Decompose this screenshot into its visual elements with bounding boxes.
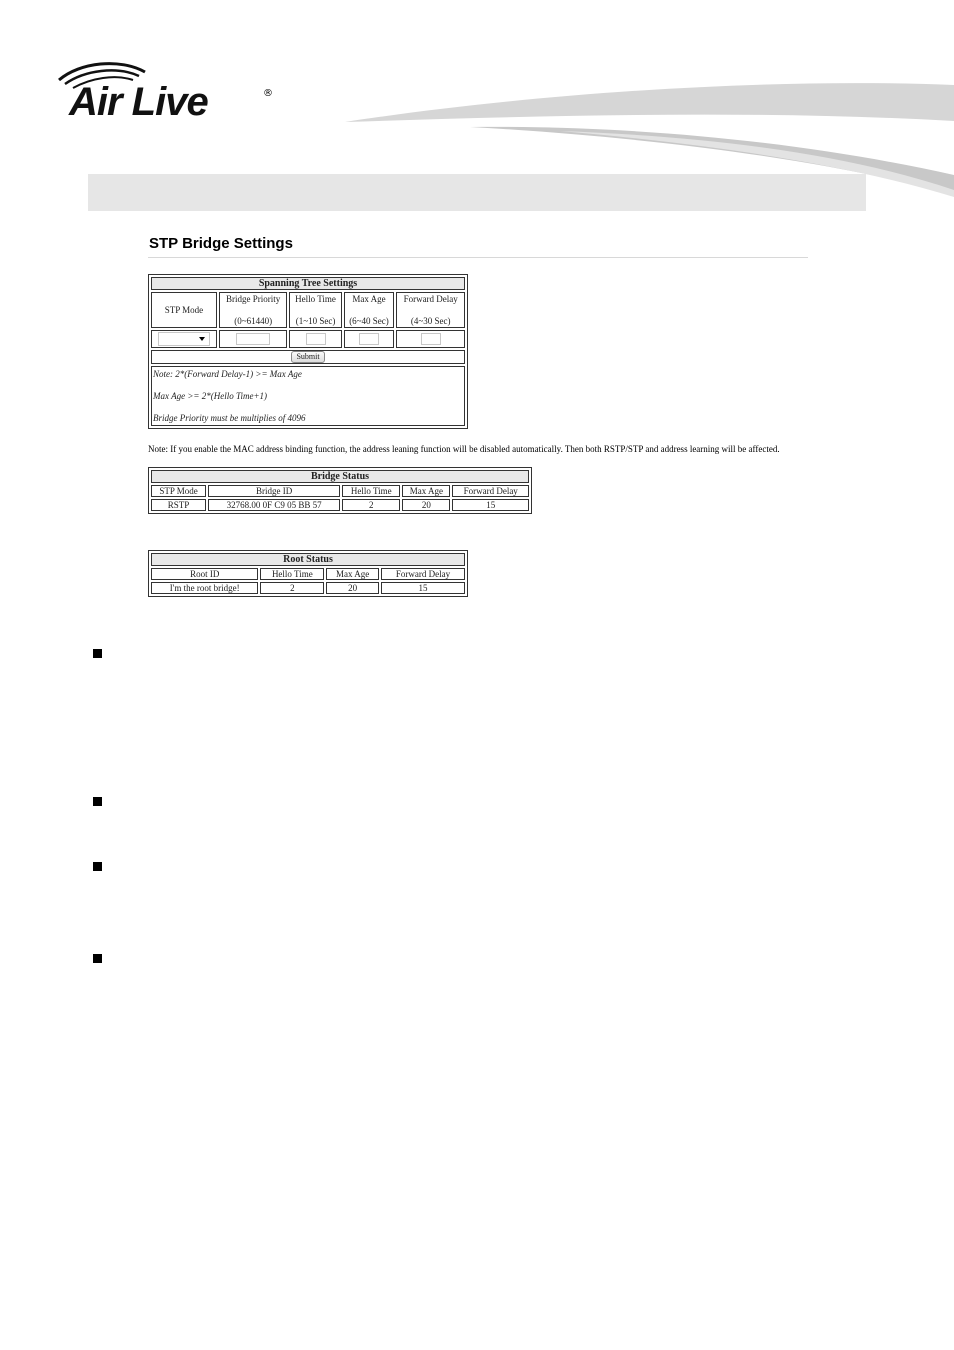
header-hello-time: Hello Time <box>260 568 324 580</box>
header-max-age: Max Age (6~40 Sec) <box>344 292 395 328</box>
hello-time-input[interactable] <box>306 333 326 345</box>
bullet-icon <box>93 797 102 806</box>
hello-time-cell <box>289 330 341 348</box>
table-row <box>151 499 529 511</box>
hello-time-value: 2 <box>260 582 324 594</box>
bridge-id-value: 32768.00 0F C9 05 BB 57 <box>208 499 340 511</box>
table-caption: Root Status <box>151 553 465 566</box>
chevron-down-icon <box>199 337 205 341</box>
header-forward-delay: Forward Delay (4~30 Sec) <box>396 292 465 328</box>
bridge-priority-cell <box>219 330 288 348</box>
bullet-icon <box>93 862 102 871</box>
header-hello-time: Hello Time (1~10 Sec) <box>289 292 341 328</box>
mac-binding-note: Note: If you enable the MAC address binding function, the address leaning function will be disabled automatically. Then both RSTP/STP and address learning will be affected. <box>148 444 780 454</box>
stp-mode-select[interactable] <box>158 332 210 346</box>
spanning-tree-settings-table <box>148 274 468 429</box>
bridge-priority-input[interactable] <box>236 333 270 345</box>
submit-cell <box>151 350 465 364</box>
stp-mode-cell <box>151 330 217 348</box>
submit-button[interactable]: Submit <box>291 351 324 363</box>
page-title: STP Bridge Settings <box>149 235 293 252</box>
header-hello-time: Hello Time <box>342 485 400 497</box>
title-divider <box>148 257 808 258</box>
table-caption: Bridge Status <box>151 470 529 483</box>
header-bridge-id: Bridge ID <box>208 485 340 497</box>
bullet-icon <box>93 954 102 963</box>
forward-delay-input[interactable] <box>421 333 441 345</box>
bridge-status-table <box>148 467 532 514</box>
max-age-value: 20 <box>326 582 379 594</box>
forward-delay-cell <box>396 330 465 348</box>
bullet-icon <box>93 649 102 658</box>
max-age-value: 20 <box>402 499 450 511</box>
section-header-band <box>88 174 866 211</box>
root-id-value: I'm the root bridge! <box>151 582 258 594</box>
table-row <box>151 582 465 594</box>
forward-delay-value: 15 <box>381 582 465 594</box>
header-root-id: Root ID <box>151 568 258 580</box>
header-max-age: Max Age <box>326 568 379 580</box>
stp-bridge-settings-panel <box>148 229 808 601</box>
header-bridge-priority: Bridge Priority (0~61440) <box>219 292 288 328</box>
note-max-age: Max Age >= 2*(Hello Time+1) <box>153 391 268 401</box>
root-status-table <box>148 550 468 597</box>
forward-delay-value: 15 <box>452 499 529 511</box>
header-forward-delay: Forward Delay <box>381 568 465 580</box>
note-forward-delay: Note: 2*(Forward Delay-1) >= Max Age <box>153 369 302 379</box>
header-max-age: Max Age <box>402 485 450 497</box>
registered-mark: ® <box>263 88 273 99</box>
logo-text: Air Live <box>69 80 208 124</box>
notes-cell <box>151 366 465 426</box>
header-forward-delay: Forward Delay <box>452 485 529 497</box>
stp-mode-value: RSTP <box>151 499 206 511</box>
header-stp-mode: STP Mode <box>151 485 206 497</box>
header-stp-mode: STP Mode <box>151 292 217 328</box>
max-age-cell <box>344 330 395 348</box>
hello-time-value: 2 <box>342 499 400 511</box>
note-bridge-priority: Bridge Priority must be multiplies of 4096 <box>153 413 306 423</box>
table-caption: Spanning Tree Settings <box>151 277 465 290</box>
max-age-input[interactable] <box>359 333 379 345</box>
